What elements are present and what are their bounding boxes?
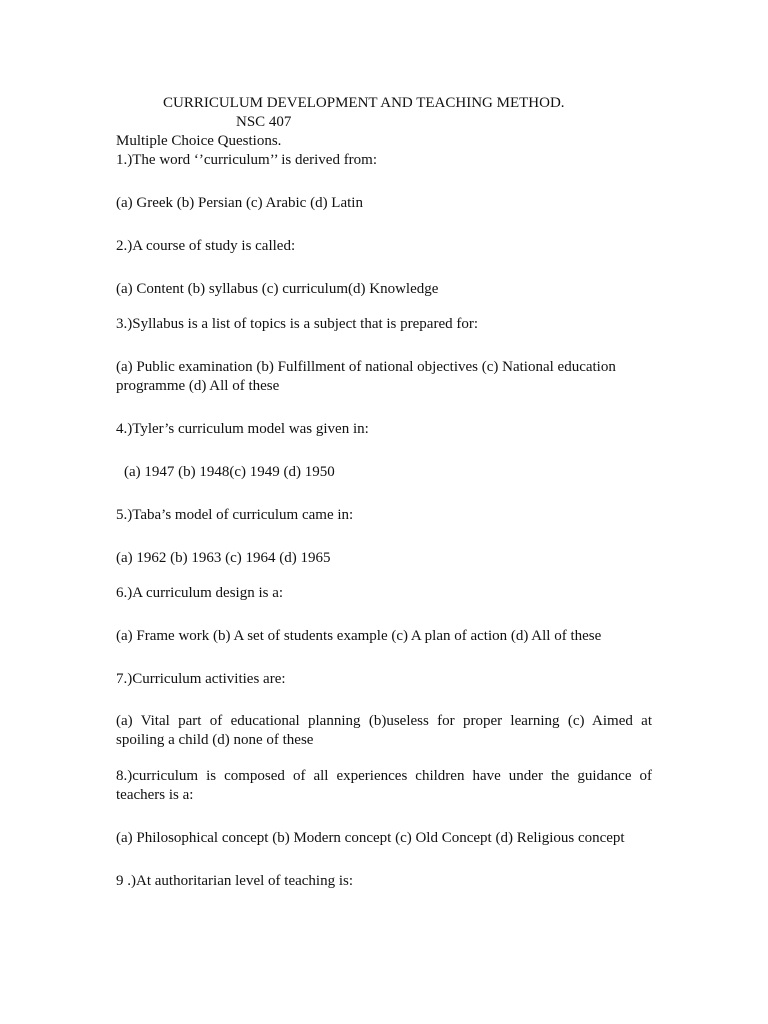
question-2-options: (a) Content (b) syllabus (c) curriculum(d) Knowledge <box>116 281 439 297</box>
question-7: 7.)Curriculum activities are: <box>116 671 286 687</box>
question-4-options: (a) 1947 (b) 1948(c) 1949 (d) 1950 <box>124 464 335 480</box>
question-4: 4.)Tyler’s curriculum model was given in: <box>116 421 369 437</box>
question-8-line-2: teachers is a: <box>116 787 194 803</box>
question-6-options: (a) Frame work (b) A set of students example (c) A plan of action (d) All of these <box>116 628 602 644</box>
question-8-line-1: 8.)curriculum is composed of all experiences children have under the guidance of <box>116 768 652 784</box>
question-5: 5.)Taba’s model of curriculum came in: <box>116 507 354 523</box>
document-title: CURRICULUM DEVELOPMENT AND TEACHING METHOD. <box>163 95 565 111</box>
question-7-options-line-1: (a) Vital part of educational planning (b)useless for proper learning (c) Aimed at <box>116 713 652 729</box>
question-9: 9 .)At authoritarian level of teaching is: <box>116 873 354 889</box>
question-7-options-line-2: spoiling a child (d) none of these <box>116 732 314 748</box>
question-1-options: (a) Greek (b) Persian (c) Arabic (d) Latin <box>116 195 363 211</box>
question-1: 1.)The word ‘’curriculum’’ is derived from: <box>116 152 378 168</box>
question-5-options: (a) 1962 (b) 1963 (c) 1964 (d) 1965 <box>116 550 331 566</box>
question-3: 3.)Syllabus is a list of topics is a subject that is prepared for: <box>116 316 479 332</box>
question-7-options <box>116 712 652 750</box>
question-2: 2.)A course of study is called: <box>116 238 296 254</box>
course-code: NSC 407 <box>236 114 292 130</box>
section-label: Multiple Choice Questions. <box>116 133 282 149</box>
question-6: 6.)A curriculum design is a: <box>116 585 284 601</box>
question-8-options: (a) Philosophical concept (b) Modern concept (c) Old Concept (d) Religious concept <box>116 830 625 846</box>
question-3-options-line-2: programme (d) All of these <box>116 378 280 394</box>
question-8 <box>116 767 652 805</box>
question-3-options-line-1: (a) Public examination (b) Fulfillment of national objectives (c) National education <box>116 359 616 375</box>
